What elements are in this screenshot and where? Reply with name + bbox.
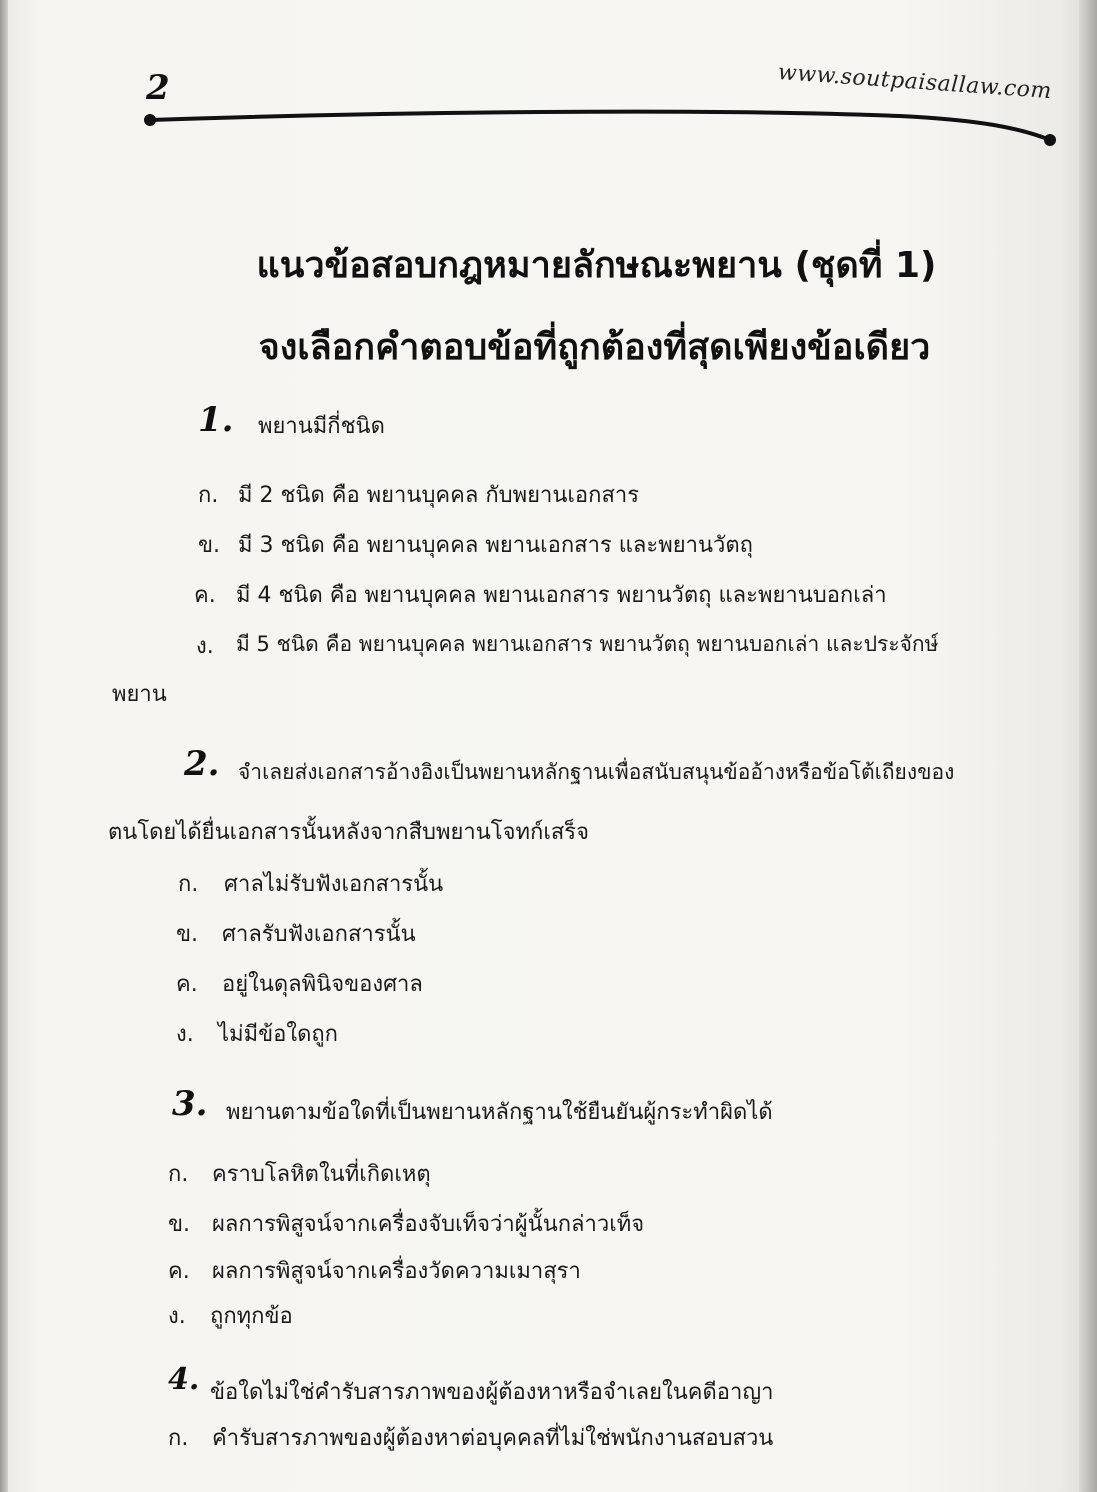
question-number: 3. xyxy=(172,1084,208,1124)
option-letter: ข. xyxy=(176,922,199,947)
page-number: 2 xyxy=(146,68,170,108)
page-left-shadow xyxy=(0,0,8,1492)
option-letter: ก. xyxy=(178,872,199,897)
option-letter: ค. xyxy=(176,972,198,997)
page-right-shadow xyxy=(1079,0,1097,1492)
option-text: ไม่มีข้อใดถูก xyxy=(218,1022,338,1047)
question-text: จำเลยส่งเอกสารอ้างอิงเป็นพยานหลักฐานเพื่อสนับสนุนข้ออ้างหรือข้อโต้เถียงของ xyxy=(238,760,955,784)
header-rule xyxy=(140,98,1060,158)
question-text: พยานตามข้อใดที่เป็นพยานหลักฐานใช้ยืนยันผู้กระทำผิดได้ xyxy=(226,1100,773,1125)
option-letter: ง. xyxy=(176,1022,194,1047)
option-letter: ง. xyxy=(196,634,214,659)
option-text: คราบโลหิตในที่เกิดเหตุ xyxy=(212,1162,431,1187)
option-text: ผลการพิสูจน์จากเครื่องจับเท็จว่าผู้นั้นกล่าวเท็จ xyxy=(212,1212,645,1237)
option-letter: ง. xyxy=(168,1304,186,1329)
option-text: อยู่ในดุลพินิจของศาล xyxy=(222,972,423,997)
option-text: ผลการพิสูจน์จากเครื่องวัดความเมาสุรา xyxy=(212,1259,581,1284)
option-text-continuation: พยาน xyxy=(112,682,167,707)
question-number: 1. xyxy=(198,400,234,440)
option-text: ศาลรับฟังเอกสารนั้น xyxy=(222,922,416,947)
option-letter: ข. xyxy=(198,533,221,558)
option-letter: ค. xyxy=(168,1259,190,1284)
option-letter: ข. xyxy=(168,1212,191,1237)
option-letter: ก. xyxy=(168,1426,189,1451)
page-subtitle: จงเลือกคำตอบข้อที่ถูกต้องที่สุดเพียงข้อเดียว xyxy=(258,327,931,368)
question-number: 2. xyxy=(184,744,220,784)
option-text: มี 3 ชนิด คือ พยานบุคคล พยานเอกสาร และพยานวัตถุ xyxy=(238,533,753,558)
option-text: มี 4 ชนิด คือ พยานบุคคล พยานเอกสาร พยานวัตถุ และพยานบอกเล่า xyxy=(236,583,887,608)
option-text: มี 5 ชนิด คือ พยานบุคคล พยานเอกสาร พยานวัตถุ พยานบอกเล่า และประจักษ์ xyxy=(236,632,939,656)
option-letter: ก. xyxy=(168,1162,189,1187)
question-text: ข้อใดไม่ใช่คำรับสารภาพของผู้ต้องหาหรือจำเลยในคดีอาญา xyxy=(210,1380,774,1405)
question-text: พยานมีกี่ชนิด xyxy=(258,414,385,439)
site-url: www.soutpaisallaw.com xyxy=(777,60,1053,105)
option-letter: ก. xyxy=(198,483,219,508)
question-number: 4. xyxy=(168,1362,200,1397)
option-text: คำรับสารภาพของผู้ต้องหาต่อบุคคลที่ไม่ใช่พนักงานสอบสวน xyxy=(212,1426,774,1451)
option-text: ศาลไม่รับฟังเอกสารนั้น xyxy=(224,872,444,897)
page-title: แนวข้อสอบกฎหมายลักษณะพยาน (ชุดที่ 1) xyxy=(256,245,937,286)
option-text: มี 2 ชนิด คือ พยานบุคคล กับพยานเอกสาร xyxy=(238,483,640,508)
option-text: ถูกทุกข้อ xyxy=(210,1304,293,1329)
question-text: ตนโดยได้ยื่นเอกสารนั้นหลังจากสืบพยานโจทก์เสร็จ xyxy=(108,820,589,845)
option-letter: ค. xyxy=(194,583,216,608)
